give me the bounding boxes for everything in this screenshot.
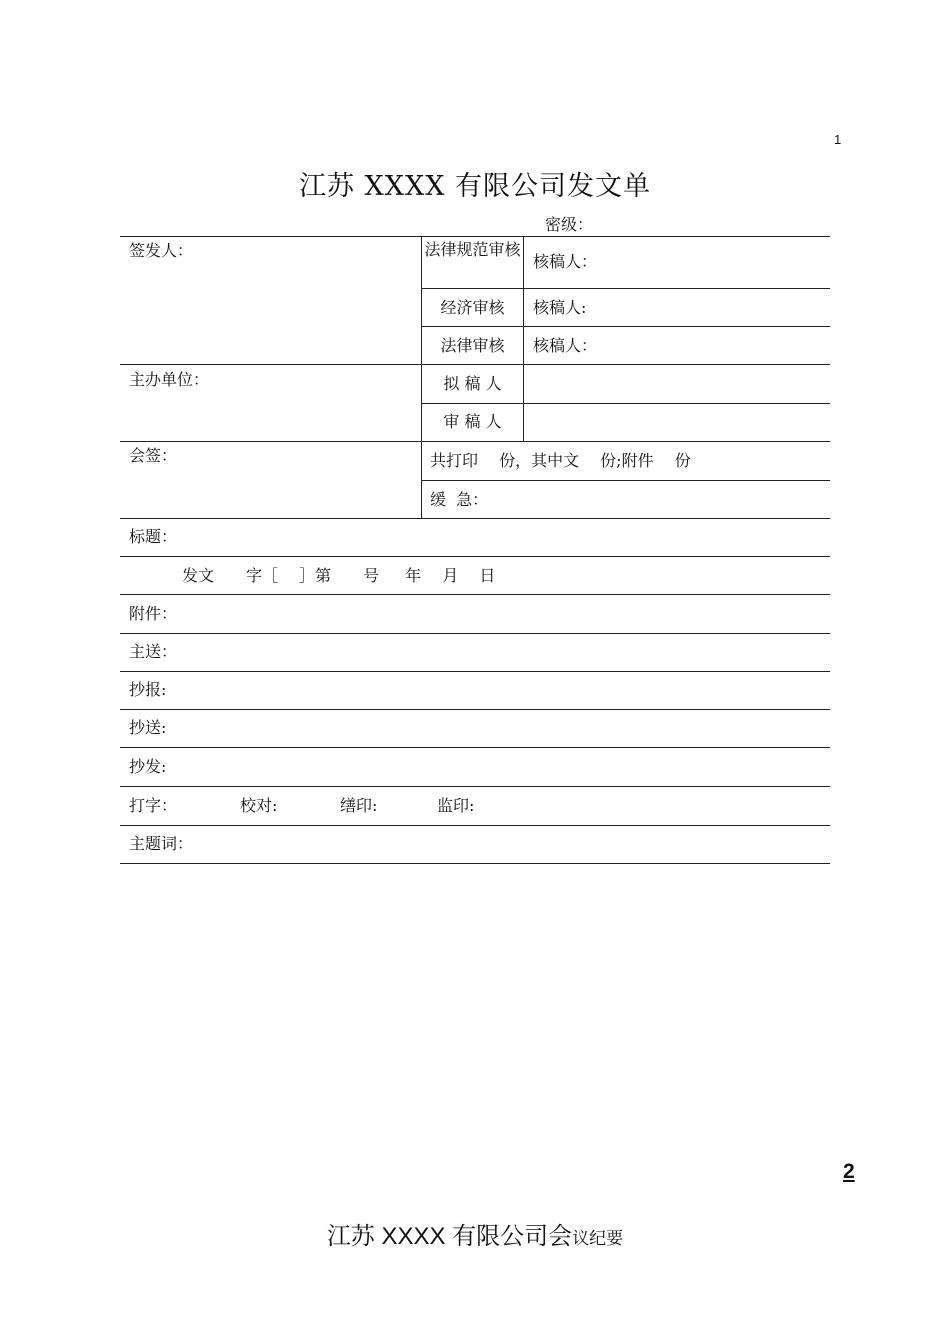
divider xyxy=(120,518,830,519)
next-page-title-main: 江苏 XXXX 有限公司会 xyxy=(326,1223,573,1250)
keywords-label: 主题词： xyxy=(129,834,194,853)
divider xyxy=(120,786,830,787)
doc-number-line: 发文 字［ ］第 号 年 月 日 xyxy=(182,566,496,585)
main-send-label: 主送： xyxy=(129,642,178,661)
proofread-label: 校对: xyxy=(240,796,278,815)
economic-review-checker-label: 核稿人: xyxy=(533,298,587,317)
form-bottom-border xyxy=(120,863,830,864)
page-number-top: 1 xyxy=(834,132,842,147)
column-divider xyxy=(523,236,524,441)
divider xyxy=(120,709,830,710)
divider xyxy=(421,326,830,327)
attachment-label: 附件： xyxy=(129,604,178,623)
copy-send-label: 抄送: xyxy=(129,718,167,737)
supervise-label: 监印: xyxy=(437,796,475,815)
typing-label: 打字： xyxy=(129,796,178,815)
legal-review-checker-label: 核稿人： xyxy=(533,252,598,271)
form-top-border xyxy=(120,236,830,237)
page-title: 江苏 XXXX 有限公司发文单 xyxy=(298,171,652,202)
legal-review2-label: 法律审核 xyxy=(440,336,505,355)
legal-review-label: 法律规范审核 xyxy=(424,240,521,259)
divider xyxy=(120,364,830,365)
drafter-label: 拟 稿 人 xyxy=(443,374,502,393)
legal-review2-checker-label: 核稿人： xyxy=(533,336,598,355)
signer-label: 签发人： xyxy=(129,241,194,260)
divider xyxy=(120,747,830,748)
print-count-text: 共打印 份，其中文 份;附件 份 xyxy=(430,451,691,470)
divider xyxy=(120,671,830,672)
host-unit-label: 主办单位： xyxy=(129,370,210,389)
divider xyxy=(421,288,830,289)
page-number-bottom: 2 xyxy=(843,1160,855,1183)
print-label: 缮印: xyxy=(340,796,378,815)
reviewer-label: 审 稿 人 xyxy=(443,412,502,431)
next-page-title xyxy=(0,1216,950,1251)
divider xyxy=(120,594,830,595)
economic-review-label: 经济审核 xyxy=(440,298,505,317)
divider xyxy=(120,441,830,442)
next-page-title-small: 议纪要 xyxy=(572,1229,624,1249)
countersign-label: 会签： xyxy=(129,446,178,465)
divider xyxy=(421,480,830,481)
divider xyxy=(120,633,830,634)
divider xyxy=(421,403,830,404)
divider xyxy=(120,825,830,826)
report-copy-label: 抄报: xyxy=(129,680,167,699)
subject-label: 标题： xyxy=(129,527,178,546)
divider xyxy=(120,556,830,557)
distribute-label: 抄发: xyxy=(129,757,167,776)
secret-level-label: 密级： xyxy=(545,215,594,234)
urgency-label: 缓 急： xyxy=(430,490,489,509)
